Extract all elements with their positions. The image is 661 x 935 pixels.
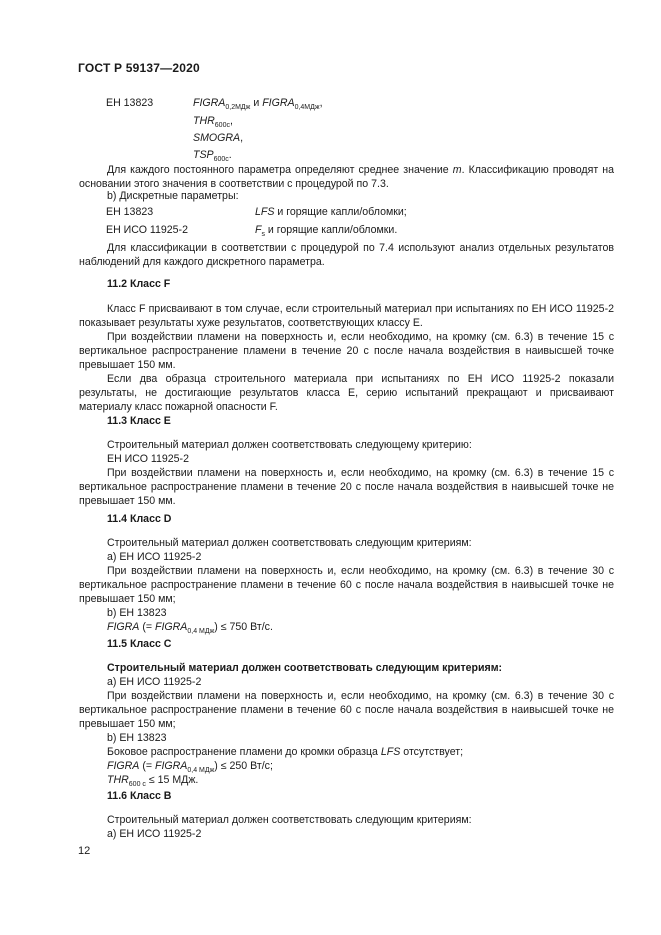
param-thr: $THR_{600с}$, (193, 115, 233, 129)
section-11-2-title: 11.2 Класс F (107, 278, 171, 290)
param-tsp: $TSP_{600с}$. (193, 149, 232, 163)
param-smogra: SMOGRA, (193, 132, 244, 144)
section-11-3-p3: При воздействии пламени на поверхность и, если необходимо, на кромку (см. 6.3) в течение 15 с вертикальное распространение пламени в течение 20 с после начала воздействия в наивысшей точке не превышает 150 мм. (79, 467, 614, 507)
param-figra: $FIGRA_{0,2МДж}$ и $FIGRA_{0,4МДж}$, (193, 97, 323, 111)
section-11-3-p1: Строительный материал должен соответствовать следующему критерию: (107, 439, 472, 451)
para-mean (79, 163, 614, 191)
section-11-5 (79, 637, 614, 787)
discrete-value-2: $F_s$ и горящие капли/обломки. (255, 224, 398, 238)
section-11-5-p2: а) ЕН ИСО 11925-2 (107, 676, 202, 688)
section-11-4-p4: b) ЕН 13823 (107, 607, 167, 619)
section-11-4 (79, 512, 614, 634)
section-11-4-p2: а) ЕН ИСО 11925-2 (107, 551, 202, 563)
discrete-std-2: ЕН ИСО 11925-2 (106, 224, 188, 236)
discrete-label-block (79, 189, 614, 203)
section-11-4-p1: Строительный материал должен соответствовать следующим критериям: (107, 537, 472, 549)
section-11-5-p1: Строительный материал должен соответствовать следующим критериям: (107, 662, 503, 674)
section-11-5-p4: b) ЕН 13823 (107, 732, 167, 744)
section-11-5-title: 11.5 Класс С (107, 638, 172, 650)
section-11-3 (79, 414, 614, 508)
paragraph-discrete-analysis: Для классификации в соответствии с процедурой по 7.4 используют анализ отдельных результатов наблюдений для каждого дискретного параметра. (79, 242, 614, 268)
page-number: 12 (78, 845, 91, 857)
section-11-4-p3: При воздействии пламени на поверхность и, если необходимо, на кромку (см. 6.3) в течение 30 с вертикальное распространение пламени в течение 60 с после начала воздействия в наивысшей точке не превышает 150 мм; (79, 565, 614, 605)
section-11-4-figra: FIGRA (= $FIGRA_{0,4 МДж}) \le 750$ Вт/с. (107, 621, 273, 635)
section-11-6-title: 11.6 Класс В (107, 790, 172, 802)
section-11-6-p2: а) ЕН ИСО 11925-2 (107, 828, 202, 840)
section-11-5-thr: $THR_{600 с} \le 15$ МДж. (107, 774, 199, 788)
section-11-2-p3: Если два образца строительного материала при испытаниях по ЕН ИСО 11925-2 показали результаты, не достигающие результатов класса Е, серию испытаний прекращают и присваивают материалу класс пожарной опасности F. (79, 373, 614, 413)
section-11-3-title: 11.3 Класс Е (107, 415, 171, 427)
discrete-value-1: LFS и горящие капли/обломки; (255, 206, 407, 218)
section-11-6 (79, 789, 614, 841)
section-11-5-p3: При воздействии пламени на поверхность и, если необходимо, на кромку (см. 6.3) в течение 30 с вертикальное распространение пламени в течение 60 с после начала воздействия в наивысшей точке не превышает 150 мм; (79, 690, 614, 730)
section-11-3-p2: ЕН ИСО 11925-2 (107, 453, 189, 465)
section-11-5-figra: FIGRA (= $FIGRA_{0,4 МДж}) \le 250$ Вт/с; (107, 760, 273, 774)
para-discrete-block (79, 241, 614, 269)
paragraph-mean-value: Для каждого постоянного параметра определяют среднее значение m. Классификацию проводят на основании этого значения в соответствии с процедурой по 7.3. (79, 164, 614, 190)
std-en13823-label: ЕН 13823 (106, 97, 154, 109)
section-11-2-p1: Класс F присваивают в том случае, если строительный материал при испытаниях по ЕН ИСО 11925-2 показывает результаты хуже результатов, соответствующих классу Е. (79, 303, 614, 329)
section-11-6-p1: Строительный материал должен соответствовать следующим критериям: (107, 814, 472, 826)
section-11-5-p5: Боковое распространение пламени до кромки образца LFS отсутствует; (107, 746, 464, 758)
section-11-2 (79, 277, 614, 414)
discrete-params-label: b) Дискретные параметры: (107, 190, 239, 202)
discrete-std-1: ЕН 13823 (106, 206, 154, 218)
section-11-2-p2: При воздействии пламени на поверхность и, если необходимо, на кромку (см. 6.3) в течение 15 с вертикальное распространение пламени в течение 20 с после начала воздействия в наивысшей точке превышает 150 мм. (79, 331, 614, 371)
section-11-4-title: 11.4 Класс D (107, 513, 172, 525)
document-id-header: ГОСТ Р 59137—2020 (78, 61, 200, 75)
